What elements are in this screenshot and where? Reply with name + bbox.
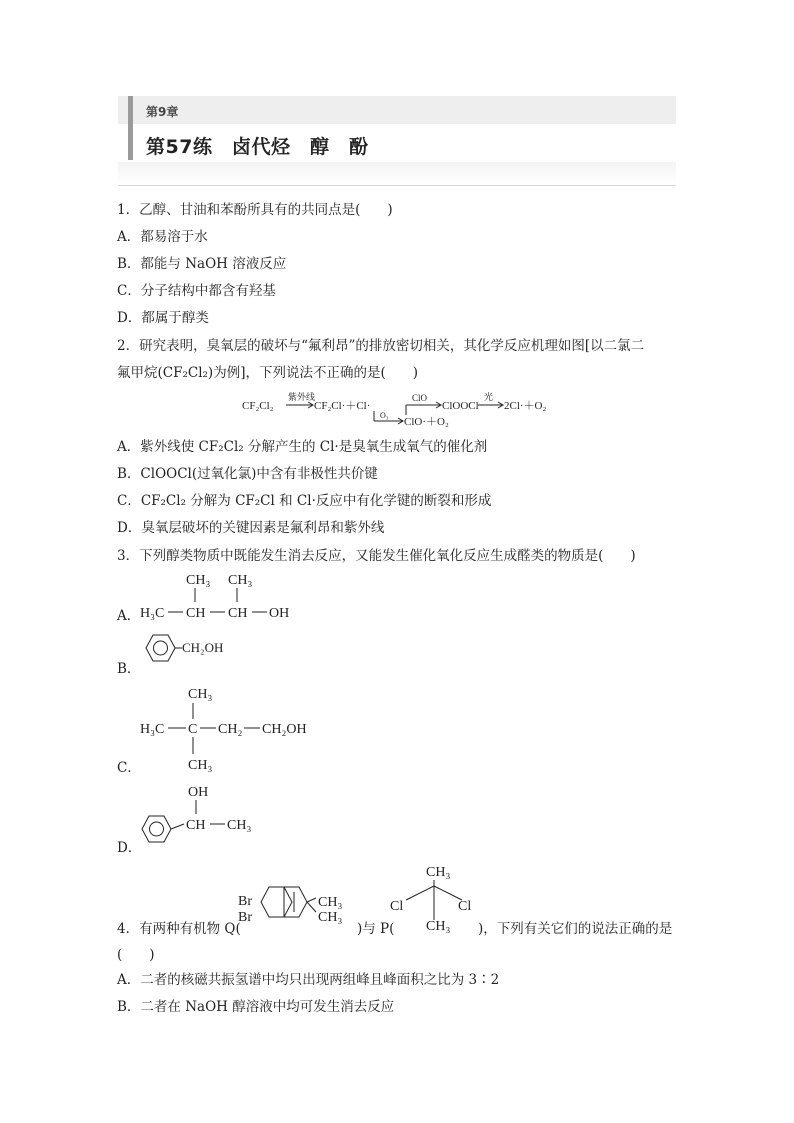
struct-q-bond-ch3-1 [307,898,316,902]
struct-a-ch3-2: CH₃ [228,573,253,588]
struct-a-h3c: H₃C [140,606,165,621]
struct-c-ch3-bottom: CH₃ [188,758,213,773]
struct-c-ch2oh: CH₂OH [262,722,307,737]
q4-stem-part3: )，下列有关它们的说法正确的是 [478,921,673,937]
scheme-final: 2Cl·＋O₂ [504,400,547,412]
struct-p-cl-2: Cl [458,899,472,914]
q1-stem: 1．乙醇、甘油和苯酚所具有的共同点是( ) [117,202,393,218]
q4-structure-p [386,862,482,936]
struct-d-ch: CH [186,818,206,833]
chapter-header [118,96,676,188]
struct-d-bond-ring [171,824,184,829]
scheme-intermediate: CF₂Cl·＋Cl· [314,400,371,412]
struct-a-ch3-1: CH₃ [186,573,211,588]
struct-q-ch3-2: CH₃ [318,910,343,925]
struct-d-oh: OH [188,785,209,800]
struct-d-benzene-ring [142,816,171,842]
q1-option-d: D．都属于醇类 [117,310,209,326]
struct-b-aromatic-circle [154,641,168,655]
q2-option-a: A．紫外线使 CF₂Cl₂ 分解产生的 Cl·是臭氧生成氧气的催化剂 [117,439,488,455]
struct-b-ch2oh: CH₂OH [182,640,224,655]
struct-p-arm-right [434,886,462,900]
q1-option-a: A．都易溶于水 [117,229,208,245]
struct-p-ch3-bottom: CH₃ [426,919,451,934]
struct-p-arm-left [406,886,434,900]
q2-stem-line2: 氟甲烷(CF₂Cl₂)为例]，下列说法不正确的是( ) [117,365,419,381]
header-band [118,96,676,124]
q4-stem-line2: ( ) [117,947,155,963]
struct-a-ch-1: CH [186,606,206,621]
scheme-product-mid: ClOOCl [442,400,479,412]
struct-q-ch3-1: CH₃ [318,895,343,910]
struct-q-bond-ch3-2 [307,902,316,912]
struct-d-aromatic-circle [150,822,164,836]
q2-option-c: C．CF₂Cl₂ 分解为 CF₂Cl 和 Cl·反应中有化学键的断裂和形成 [117,493,492,509]
struct-c-ch3-top: CH₃ [188,687,213,702]
scheme-uv-label: 紫外线 [288,392,316,402]
q3-label-b: B． [117,661,141,677]
q1-option-b: B．都能与 NaOH 溶液反应 [117,256,287,272]
struct-p-ch3-top: CH₃ [426,865,451,880]
struct-c-ch2: CH₂ [218,722,243,737]
struct-q-ring-2 [284,887,307,917]
q1-option-c: C．分子结构中都含有羟基 [117,283,276,299]
q4-option-a: A．二者的核磁共振氢谱中均只出现两组峰且峰面积之比为 3∶2 [117,972,500,988]
scheme-reactant: CF₂Cl₂ [242,400,274,412]
scheme-o3-product: ClO·＋O₂ [404,416,449,428]
q3-label-a: A． [117,608,141,624]
header-divider [118,185,676,186]
q3-structure-c [138,682,338,774]
struct-c-h3c: H₃C [140,722,165,737]
q2-reaction-scheme [240,388,560,432]
struct-c-carbon: C [188,722,198,737]
q3-structure-d [140,780,280,856]
q4-stem-part2: )与 P( [357,921,395,937]
q3-label-d: D． [117,840,142,856]
q4-option-b: B．二者在 NaOH 醇溶液中均可发生消去反应 [117,999,395,1015]
struct-p-cl-1: Cl [390,899,404,914]
q2-option-d: D．臭氧层破坏的关键因素是氟利昂和紫外线 [117,520,385,536]
struct-d-ch3: CH₃ [227,818,252,833]
q2-option-b: B．ClOOCl(过氧化氯)中含有非极性共价键 [117,466,378,482]
struct-q-br-1: Br [238,894,252,909]
q4-structure-q [236,880,360,938]
struct-q-br-2: Br [238,910,252,925]
scheme-clo-label: ClO [412,393,428,403]
q3-structure-b [140,632,250,672]
q3-stem: 3．下列醇类物质中既能发生消去反应，又能发生催化氧化反应生成醛类的物质是( ) [117,548,636,564]
header-shadow [118,162,676,184]
q2-stem-line1: 2．研究表明，臭氧层的破坏与“氟利昂”的排放密切相关，其化学反应机理如图[以二氯二 [117,338,645,354]
chapter-label: 第9章 [146,105,179,119]
scheme-o3-label: O₃ [380,411,389,420]
page-title: 第57练 卤代烃 醇 酚 [146,136,369,158]
struct-a-oh: OH [269,606,290,621]
q4-stem-part1: 4．有两种有机物 Q( [117,921,241,937]
struct-b-benzene-ring [146,635,175,661]
header-accent-bar [128,96,133,160]
q3-structure-a [138,568,308,628]
q3-label-c: C． [117,760,141,776]
struct-q-ring-1 [261,887,292,917]
scheme-light-label: 光 [484,392,494,402]
struct-a-ch-2: CH [228,606,248,621]
